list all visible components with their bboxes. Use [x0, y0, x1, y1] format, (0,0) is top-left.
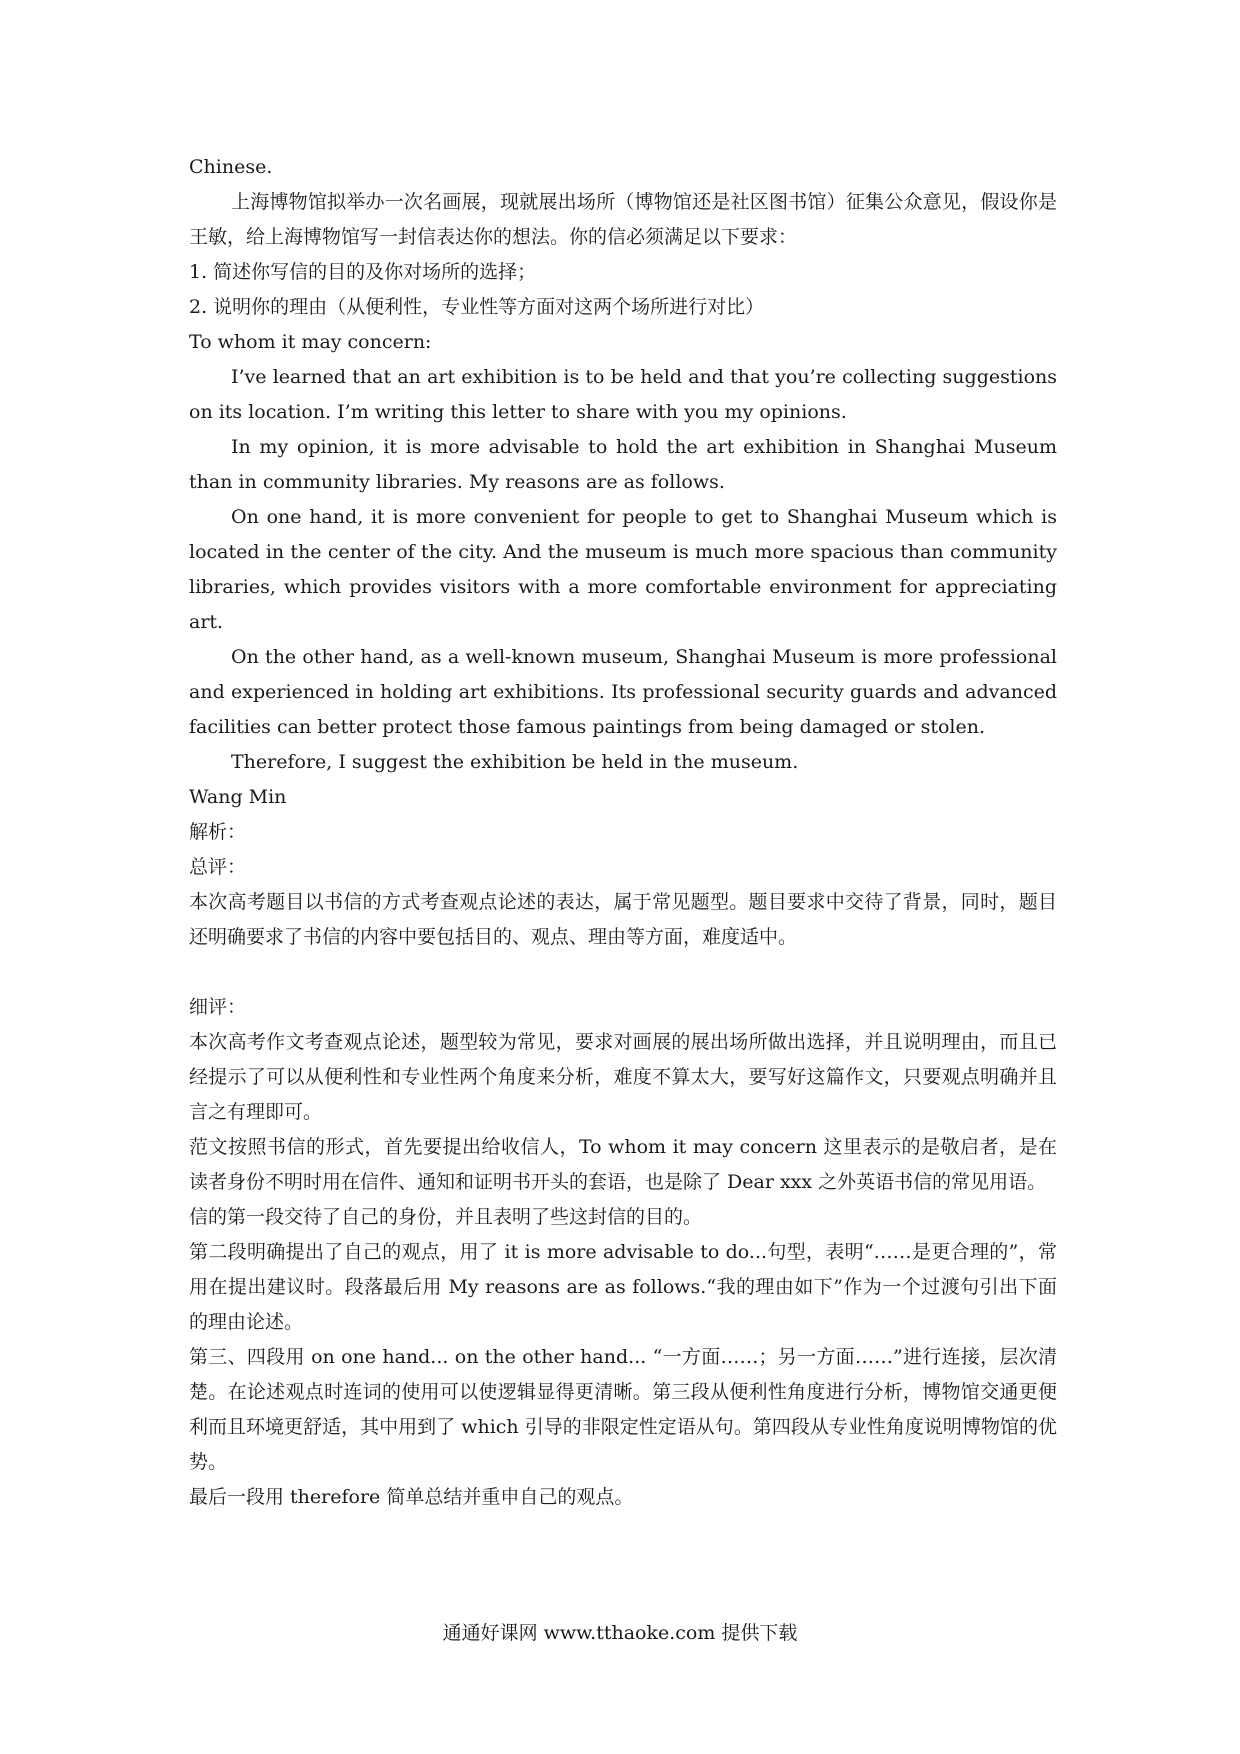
letter-paragraph-4: On the other hand, as a well-known museum, Shanghai Museum is more professional and experienced in holding art exhibitions. Its professional security guards and advanced facilities can better protect those famous paintings from being damaged or stolen. — [189, 646, 1057, 738]
overall-heading: 总评： — [189, 856, 247, 878]
letter-salutation: To whom it may concern: — [189, 331, 432, 353]
detail-paragraph-1: 本次高考作文考查观点论述，题型较为常见，要求对画展的展出场所做出选择，并且说明理由，而且已经提示了可以从便利性和专业性两个角度来分析，难度不算太大，要写好这篇作文，只要观点明确并且言之有理即可。 — [189, 1031, 1057, 1123]
detail-paragraph-3: 信的第一段交待了自己的身份，并且表明了些这封信的目的。 — [189, 1206, 703, 1228]
letter-signature: Wang Min — [189, 786, 287, 808]
letter-paragraph-1: I’ve learned that an art exhibition is to be held and that you’re collecting suggestions on its location. I’m writing this letter to share with you my opinions. — [189, 366, 1057, 423]
detail-paragraph-5: 第三、四段用 on one hand... on the other hand... “一方面……；另一方面……”进行连接，层次清楚。在论述观点时连词的使用可以使逻辑显得更清晰。第三段从便利性角度进行分析，博物馆交通更便利而且环境更舒适，其中用到了 which 引导的非限定性定语从句。第四段从专业性角度说明博物馆的优势。 — [189, 1346, 1057, 1473]
overall-text: 本次高考题目以书信的方式考查观点论述的表达，属于常见题型。题目要求中交待了背景，同时，题目还明确要求了书信的内容中要包括目的、观点、理由等方面，难度适中。 — [189, 891, 1057, 948]
letter-paragraph-2: In my opinion, it is more advisable to hold the art exhibition in Shanghai Museum than in community libraries. My reasons are as follows. — [189, 436, 1057, 493]
detail-heading: 细评： — [189, 996, 247, 1018]
question-requirement-1: 1. 简述你写信的目的及你对场所的选择； — [189, 261, 537, 283]
question-prompt: 上海博物馆拟举办一次名画展，现就展出场所（博物馆还是社区图书馆）征集公众意见，假设你是王敏，给上海博物馆写一封信表达你的想法。你的信必须满足以下要求： — [189, 191, 1057, 248]
question-lead: Chinese. — [189, 156, 273, 178]
page-footer: 通通好课网 www.tthaoke.com 提供下载 — [442, 1622, 798, 1644]
analysis-heading: 解析： — [189, 821, 247, 843]
letter-paragraph-5: Therefore, I suggest the exhibition be held in the museum. — [231, 751, 799, 773]
document-body — [189, 150, 1057, 1515]
detail-paragraph-6: 最后一段用 therefore 简单总结并重申自己的观点。 — [189, 1486, 634, 1508]
detail-paragraph-4: 第二段明确提出了自己的观点，用了 it is more advisable to do...句型，表明“……是更合理的”，常用在提出建议时。段落最后用 My reasons are as follows.“我的理由如下”作为一个过渡句引出下面的理由论述。 — [189, 1241, 1057, 1333]
section-spacer — [189, 955, 1057, 990]
letter-paragraph-3: On one hand, it is more convenient for people to get to Shanghai Museum which is located in the center of the city. And the museum is much more spacious than community libraries, which provides visitors with a more comfortable environment for appreciating art. — [189, 506, 1057, 633]
detail-paragraph-2: 范文按照书信的形式，首先要提出给收信人，To whom it may concern 这里表示的是敬启者，是在读者身份不明时用在信件、通知和证明书开头的套语，也是除了 Dear xxx 之外英语书信的常见用语。 — [189, 1136, 1057, 1193]
question-requirement-2: 2. 说明你的理由（从便利性，专业性等方面对这两个场所进行对比） — [189, 296, 765, 318]
